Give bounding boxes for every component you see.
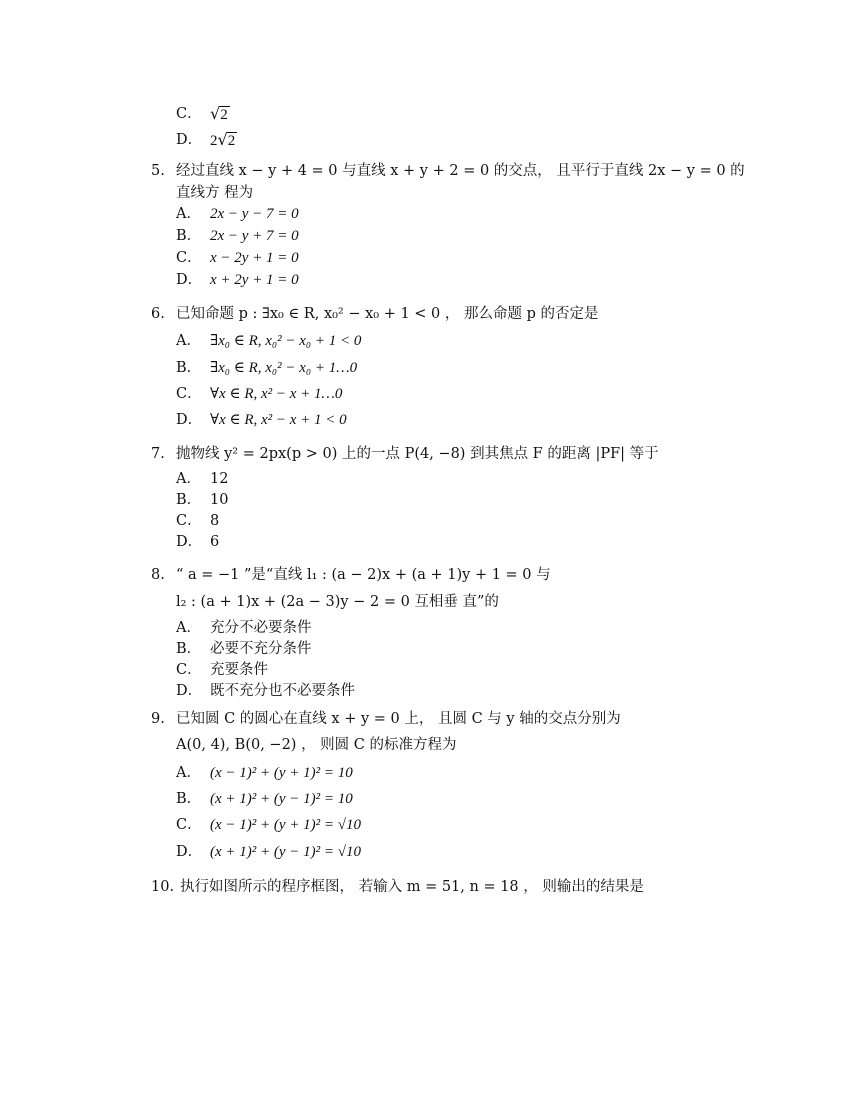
q8-option-c (176, 660, 268, 680)
option-letter: D． (176, 412, 203, 428)
option-text: 10 (210, 492, 229, 508)
q6-option-d (176, 410, 347, 430)
option-letter: B． (176, 360, 202, 376)
option-letter: A． (176, 471, 201, 487)
option-text: (x − 1)² + (y + 1)² = 10 (210, 765, 353, 781)
option-text: 必要不充分条件 (210, 641, 312, 657)
q6-option-c (176, 384, 343, 404)
q4-option-c-letter: C． (176, 106, 202, 122)
q9-stem-2: A(0, 4), B(0, −2) ， 则圆 C 的标准方程为 (176, 737, 457, 753)
q5-stem-2: 直线方 程为 (176, 185, 254, 201)
option-letter: B． (176, 641, 202, 657)
option-text: x + 2y + 1 = 0 (210, 272, 299, 288)
option-text: 8 (210, 513, 220, 529)
q8-stem-2: l₂ : (a + 1)x + (2a − 3)y − 2 = 0 互相垂 直”的 (176, 594, 499, 610)
option-text: (x + 1)² + (y − 1)² = 10 (210, 791, 353, 807)
option-letter: A． (176, 333, 201, 349)
q8-option-b (176, 639, 312, 659)
option-letter: D． (176, 272, 203, 288)
q9-number: 9. (151, 711, 165, 727)
option-text: 2x − y − 7 = 0 (210, 206, 299, 222)
q7-option-c (176, 511, 220, 531)
option-text: 充要条件 (210, 662, 268, 678)
q5-stem-1: 经过直线 x − y + 4 = 0 与直线 x + y + 2 = 0 的交点， 且平行于直线 2x − y = 0 的 (176, 163, 745, 179)
q4-option-c-math: √2 (210, 104, 228, 123)
option-letter: B． (176, 492, 202, 508)
option-text: 6 (210, 534, 220, 550)
q7-option-a (176, 469, 229, 489)
option-text: 充分不必要条件 (210, 620, 312, 636)
q5-option-b (176, 226, 299, 246)
q6-stem: 已知命题 p : ∃x₀ ∈ R, x₀² − x₀ + 1 < 0 ， 那么命题 p 的否定是 (176, 306, 599, 322)
q8-option-d (176, 681, 355, 701)
option-text: (x + 1)² + (y − 1)² = √10 (210, 844, 362, 860)
q7-option-b (176, 490, 229, 510)
option-text: ∀x ∈ R, x² − x + 1…0 (210, 386, 343, 402)
q8-stem-1: “ a = −1 ”是“直线 l₁ : (a − 2)x + (a + 1)y + 1 = 0 与 (176, 567, 551, 583)
option-letter: B． (176, 228, 202, 244)
option-letter: D． (176, 683, 203, 699)
q8-number: 8. (151, 567, 165, 583)
option-text: 既不充分也不必要条件 (210, 683, 355, 699)
option-letter: C． (176, 817, 202, 833)
option-letter: C． (176, 513, 202, 529)
option-letter: A． (176, 206, 201, 222)
option-text: (x − 1)² + (y + 1)² = √10 (210, 817, 362, 833)
option-letter: D． (176, 844, 203, 860)
q9-option-d (176, 842, 362, 862)
option-text: ∃x₀ ∈ R, x₀² − x₀ + 1…0 (210, 360, 358, 376)
option-letter: C． (176, 662, 202, 678)
q9-stem-1: 已知圆 C 的圆心在直线 x + y = 0 上， 且圆 C 与 y 轴的交点分别为 (176, 711, 621, 727)
option-text: 2x − y + 7 = 0 (210, 228, 299, 244)
q9-option-b (176, 789, 353, 809)
option-letter: D． (176, 534, 203, 550)
q5-option-d (176, 270, 299, 290)
q5-option-c (176, 248, 299, 268)
q7-number: 7. (151, 446, 165, 462)
option-letter: B． (176, 791, 202, 807)
q9-option-c (176, 815, 362, 835)
q4-option-d-letter: D． (176, 132, 203, 148)
option-letter: C． (176, 250, 202, 266)
q4-option-d-math: 2√2 (210, 130, 236, 149)
q6-number: 6. (151, 306, 165, 322)
q10-stem: 执行如图所示的程序框图， 若输入 m = 51, n = 18 ， 则输出的结果是 (180, 879, 644, 895)
q5-option-a (176, 204, 299, 224)
q7-option-d (176, 532, 220, 552)
q8-option-a (176, 618, 312, 638)
q4-option-d (176, 130, 236, 150)
q5-number: 5. (151, 163, 165, 179)
q10-number: 10. (151, 879, 175, 895)
q6-option-b (176, 358, 358, 378)
q9-option-a (176, 763, 353, 783)
q7-stem: 抛物线 y² = 2px(p > 0) 上的一点 P(4, −8) 到其焦点 F 的距离 |PF| 等于 (176, 446, 659, 462)
option-letter: A． (176, 765, 201, 781)
option-text: ∃x₀ ∈ R, x₀² − x₀ + 1 < 0 (210, 333, 362, 349)
option-letter: A． (176, 620, 201, 636)
option-text: ∀x ∈ R, x² − x + 1 < 0 (210, 412, 347, 428)
q6-option-a (176, 331, 362, 351)
option-letter: C． (176, 386, 202, 402)
option-text: 12 (210, 471, 229, 487)
q4-option-c (176, 104, 228, 124)
option-text: x − 2y + 1 = 0 (210, 250, 299, 266)
